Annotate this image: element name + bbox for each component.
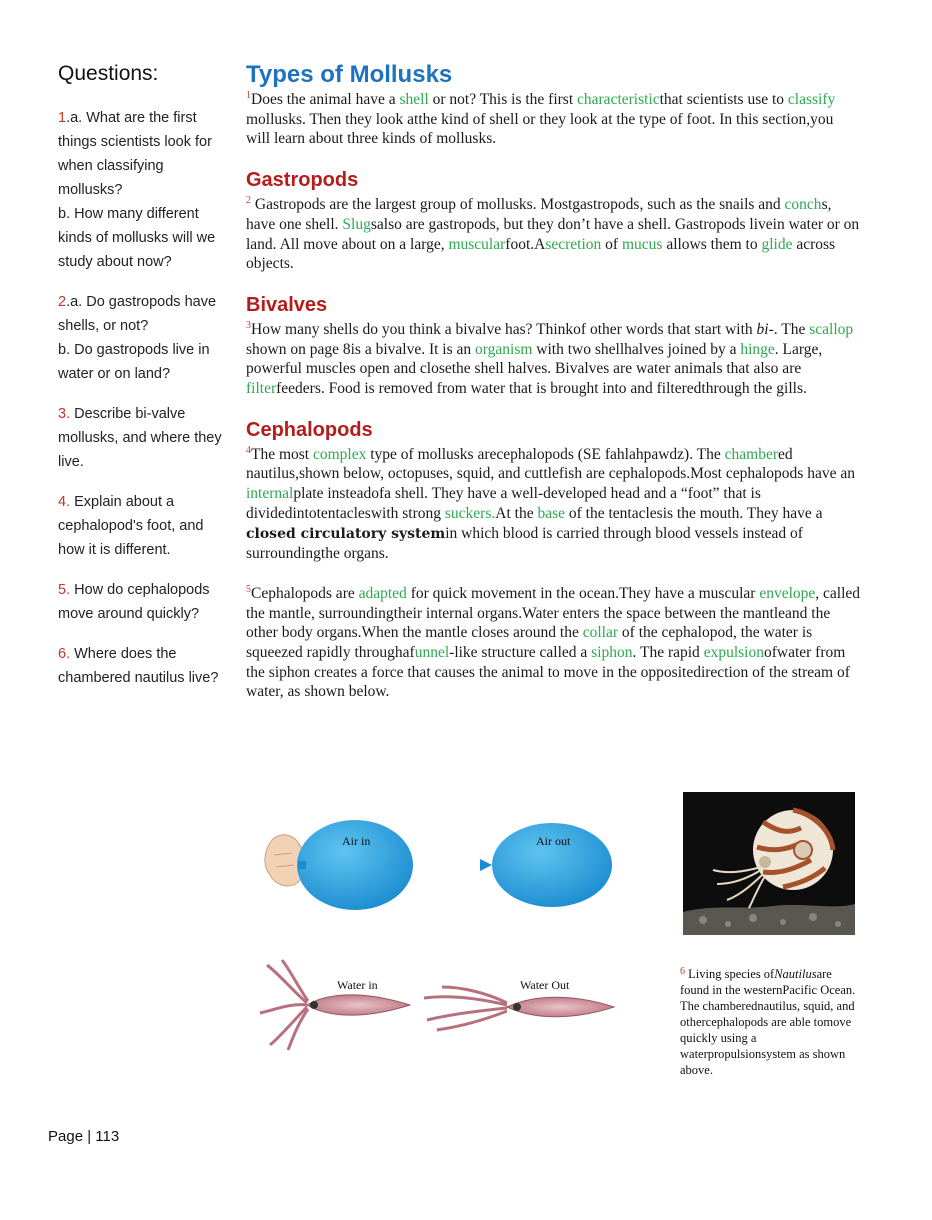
- question-number: 3.: [58, 406, 71, 422]
- question-1: [58, 106, 228, 274]
- question-text-b: b. Do gastropods live in water or on land?: [58, 342, 210, 382]
- text: foot.A: [505, 235, 546, 253]
- text: that scientists use to: [659, 91, 788, 108]
- cephalopods-paragraph: [246, 445, 861, 564]
- questions-heading: Questions:: [58, 62, 159, 85]
- question-6: [58, 642, 228, 690]
- vocab-word: filter: [246, 380, 277, 398]
- text: Does the animal have a: [251, 91, 400, 108]
- question-text: Where does the chambered nautilus live?: [58, 646, 219, 686]
- vocab-word: expulsion: [703, 644, 764, 662]
- vocab-word: conch: [784, 196, 822, 214]
- gastropods-heading: Gastropods: [246, 169, 359, 192]
- question-text-b: b. How many different kinds of mollusks will we study about now?: [58, 206, 216, 270]
- paragraph-number: 5: [246, 583, 251, 595]
- text: ofwater from the siphon creates a force that causes the animal to move in the oppositedirection of the stream of water, as shown below.: [246, 644, 850, 701]
- text: . The rapid: [632, 644, 704, 662]
- paragraph-number: 2: [246, 195, 251, 207]
- vocab-word: chamber: [724, 445, 778, 463]
- bivalves-heading: Bivalves: [246, 293, 328, 316]
- italic-text: Nautilus: [774, 967, 817, 981]
- text: in which blood is carried through blood vessels instead of surroundingthe organs.: [246, 524, 803, 563]
- vocab-word: envelope: [759, 584, 816, 602]
- text: allows them to: [662, 235, 762, 253]
- text: for quick movement in the ocean.They have a muscular: [406, 584, 760, 602]
- bivalves-paragraph: [246, 320, 861, 399]
- text: s, have one shell.: [246, 196, 832, 233]
- main-content: [246, 60, 861, 702]
- vocab-word: internal: [246, 485, 294, 503]
- text: Gastropods are the largest group of mollusks. Mostgastropods, such as the snails and: [251, 196, 785, 214]
- nautilus-photo: [683, 792, 855, 935]
- water-in-label: Water in: [337, 978, 378, 992]
- air-in-label: Air in: [342, 834, 371, 848]
- vocab-word: characteristic: [577, 91, 660, 108]
- paragraph-number: 3: [246, 319, 251, 331]
- text: How many shells do you think a bivalve has? Thinkof other words that start with: [251, 320, 757, 338]
- question-text: .a. What are the first things scientists look for when classifying mollusks?: [58, 110, 212, 198]
- squid-water-out-icon: [424, 987, 614, 1030]
- vocab-word: hinge: [740, 340, 775, 358]
- water-out-label: Water Out: [520, 978, 570, 992]
- text: -like structure called a: [449, 644, 592, 662]
- text: Living species of: [685, 967, 775, 981]
- vocab-word: collar: [582, 624, 619, 642]
- vocab-word: scallop: [809, 320, 854, 338]
- text: . Large, powerful muscles open and closethe shell halves. Bivalves are water animals that also are: [246, 340, 823, 378]
- vocab-word: Slug: [342, 215, 371, 233]
- italic-text: bi-: [756, 320, 774, 338]
- vocab-word: base: [537, 504, 565, 522]
- text: are found in the westernPacific Ocean. The chamberednautilus, squid, and othercephalopods are able tomove quickly using a waterpropulsionsystem as shown above.: [680, 967, 856, 1077]
- intro-paragraph: [246, 90, 861, 149]
- text: salso are gastropods, but they don’t have a shell. Gastropods livein water or on land. All move about on a large,: [246, 215, 860, 253]
- vocab-word: siphon: [591, 644, 633, 662]
- vocab-word: suckers.: [444, 504, 496, 522]
- question-text: .a. Do gastropods have shells, or not?: [58, 294, 217, 334]
- movement-paragraph: [246, 584, 861, 702]
- text: type of mollusks arecephalopods (SE fahlahpawdz). The: [366, 445, 725, 463]
- squid-water-in-icon: [260, 960, 410, 1050]
- text: of the cephalopod, the water is squeezed rapidly throughaf: [246, 624, 813, 662]
- question-number: 5.: [58, 582, 71, 598]
- question-number: 1: [58, 110, 67, 126]
- air-out-label: Air out: [536, 834, 571, 848]
- text: plate insteadofa shell. They have a well-developed head and a “foot” that is dividedintotentacleswith strong: [246, 485, 761, 522]
- gastropods-paragraph: [246, 195, 861, 274]
- text: or not? This is the first: [428, 91, 578, 108]
- vocab-word: mucus: [621, 235, 663, 253]
- nautilus-caption: [680, 966, 860, 1078]
- vocab-word: muscular: [448, 235, 506, 253]
- vocab-word: classify: [787, 91, 836, 108]
- text: with two shellhalves joined by a: [532, 340, 741, 358]
- cephalopods-heading: Cephalopods: [246, 418, 373, 441]
- question-text: Describe bi-valve mollusks, and where they live.: [58, 406, 222, 470]
- text: mollusks. Then they look atthe kind of shell or they look at the type of foot. In this section,you will learn about three kinds of mollusks.: [246, 110, 834, 148]
- text: , called the mantle, surroundingtheir internal organs.Water enters the space between the mantleand the other body organs.When the mantle closes around the: [246, 584, 861, 642]
- question-text: Explain about a cephalopod's foot, and how it is different.: [58, 494, 204, 558]
- vocab-word: shell: [399, 91, 429, 108]
- page-title: Types of Mollusks: [246, 61, 453, 88]
- propulsion-diagram: [252, 815, 632, 1060]
- paragraph-number: 4: [246, 444, 251, 456]
- text: shown on page 8is a bivalve. It is an: [246, 340, 476, 358]
- text: across objects.: [246, 235, 836, 273]
- paragraph-number: 1: [246, 90, 251, 101]
- question-4: [58, 490, 228, 562]
- text: of: [601, 235, 622, 253]
- text: . The: [773, 320, 810, 338]
- page-number: Page | 113: [48, 1128, 120, 1145]
- vocab-word: unnel: [414, 644, 450, 662]
- text: The most: [251, 445, 313, 463]
- bold-term: closed circulatory system: [246, 525, 446, 542]
- text: feeders. Food is removed from water that is brought into and filteredthrough the gills.: [276, 380, 807, 398]
- question-number: 4.: [58, 494, 71, 510]
- questions-sidebar: [58, 60, 228, 706]
- vocab-word: organism: [475, 340, 533, 358]
- vocab-word: glide: [761, 235, 793, 253]
- text: ed nautilus,shown below, octopuses, squid, and cuttlefish are cephalopods.Most cephalopods have an: [246, 445, 855, 483]
- question-3: [58, 402, 228, 474]
- vocab-word: complex: [313, 445, 367, 463]
- question-number: 6.: [58, 646, 71, 662]
- question-5: [58, 578, 228, 626]
- question-2: [58, 290, 228, 386]
- text: of the tentaclesis the mouth. They have a: [565, 504, 823, 522]
- text: At the: [495, 504, 538, 522]
- vocab-word: secretion: [545, 235, 602, 253]
- text: Cephalopods are: [251, 584, 359, 602]
- question-number: 2: [58, 294, 67, 310]
- question-text: How do cephalopods move around quickly?: [58, 582, 210, 622]
- vocab-word: adapted: [358, 584, 407, 602]
- paragraph-number: 6: [680, 966, 685, 977]
